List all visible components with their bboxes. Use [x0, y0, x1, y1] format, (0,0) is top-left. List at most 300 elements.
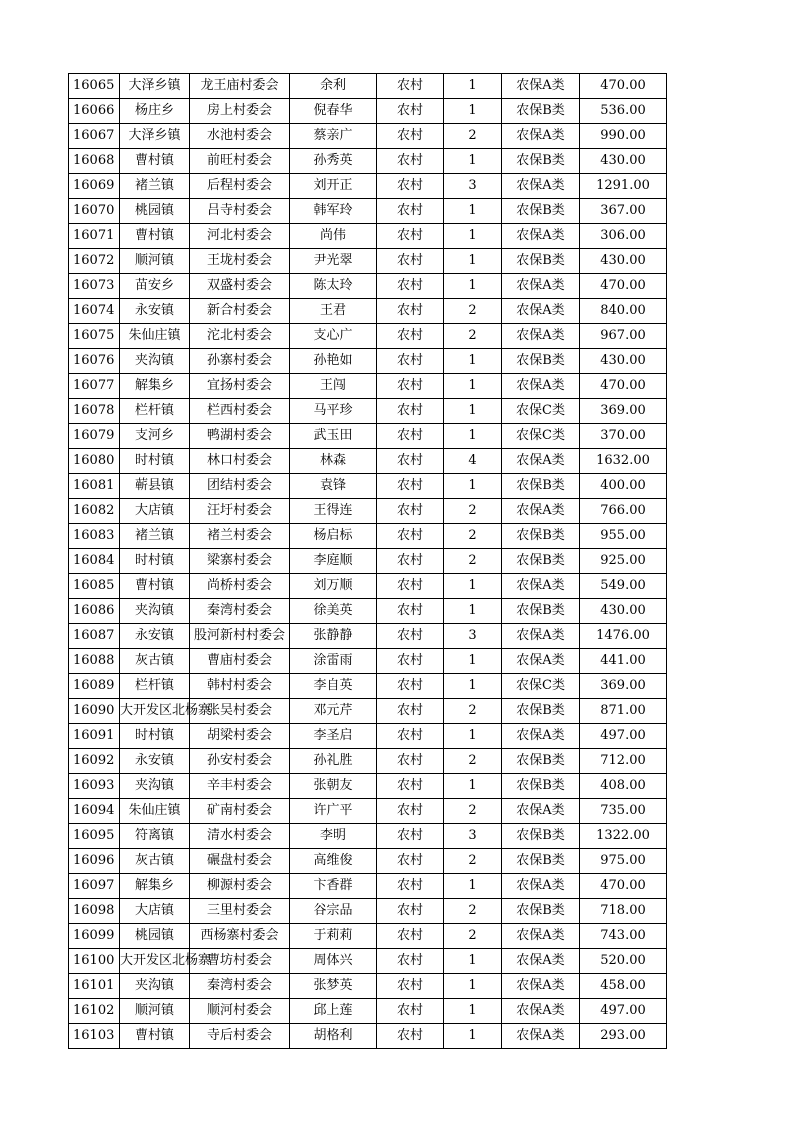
town-cell: 时村镇	[120, 549, 190, 574]
village-committee-cell: 尚桥村委会	[190, 574, 290, 599]
village-committee-cell: 林口村委会	[190, 449, 290, 474]
table-row	[69, 699, 667, 724]
insurance-category-cell: 农保B类	[502, 774, 580, 799]
person-name-cell: 王闯	[290, 374, 377, 399]
record-id-cell: 16074	[69, 299, 120, 324]
person-name-cell: 张静静	[290, 624, 377, 649]
member-count-cell: 1	[444, 774, 502, 799]
amount-cell: 1632.00	[580, 449, 667, 474]
village-committee-cell: 寺后村委会	[190, 1024, 290, 1049]
table-row	[69, 624, 667, 649]
village-committee-cell: 孙寨村委会	[190, 349, 290, 374]
member-count-cell: 4	[444, 449, 502, 474]
insurance-category-cell: 农保A类	[502, 799, 580, 824]
person-name-cell: 李自英	[290, 674, 377, 699]
village-committee-cell: 柳源村委会	[190, 874, 290, 899]
village-committee-cell: 曹庙村委会	[190, 649, 290, 674]
record-id-cell: 16077	[69, 374, 120, 399]
town-cell: 永安镇	[120, 624, 190, 649]
insurance-category-cell: 农保A类	[502, 374, 580, 399]
household-type-cell: 农村	[377, 724, 444, 749]
person-name-cell: 蔡亲广	[290, 124, 377, 149]
amount-cell: 967.00	[580, 324, 667, 349]
insurance-category-cell: 农保B类	[502, 99, 580, 124]
household-type-cell: 农村	[377, 374, 444, 399]
table-row	[69, 424, 667, 449]
table-row	[69, 199, 667, 224]
household-type-cell: 农村	[377, 924, 444, 949]
amount-cell: 718.00	[580, 899, 667, 924]
member-count-cell: 2	[444, 324, 502, 349]
town-cell: 朱仙庄镇	[120, 799, 190, 824]
record-id-cell: 16080	[69, 449, 120, 474]
village-committee-cell: 张吴村委会	[190, 699, 290, 724]
town-cell: 桃园镇	[120, 199, 190, 224]
household-type-cell: 农村	[377, 99, 444, 124]
town-cell: 苗安乡	[120, 274, 190, 299]
person-name-cell: 马平珍	[290, 399, 377, 424]
village-committee-cell: 河北村委会	[190, 224, 290, 249]
insurance-category-cell: 农保A类	[502, 924, 580, 949]
table-row	[69, 749, 667, 774]
town-cell: 曹村镇	[120, 224, 190, 249]
record-id-cell: 16093	[69, 774, 120, 799]
record-id-cell: 16081	[69, 474, 120, 499]
insurance-category-cell: 农保B类	[502, 349, 580, 374]
amount-cell: 520.00	[580, 949, 667, 974]
table-row	[69, 399, 667, 424]
household-type-cell: 农村	[377, 1024, 444, 1049]
person-name-cell: 陈太玲	[290, 274, 377, 299]
table-row	[69, 499, 667, 524]
member-count-cell: 1	[444, 149, 502, 174]
amount-cell: 1476.00	[580, 624, 667, 649]
village-committee-cell: 沱北村委会	[190, 324, 290, 349]
table-row	[69, 274, 667, 299]
record-id-cell: 16079	[69, 424, 120, 449]
amount-cell: 400.00	[580, 474, 667, 499]
town-cell: 夹沟镇	[120, 774, 190, 799]
town-cell: 褚兰镇	[120, 524, 190, 549]
town-cell: 曹村镇	[120, 1024, 190, 1049]
village-committee-cell: 秦湾村委会	[190, 974, 290, 999]
village-committee-cell: 后程村委会	[190, 174, 290, 199]
person-name-cell: 许广平	[290, 799, 377, 824]
member-count-cell: 1	[444, 224, 502, 249]
town-cell: 桃园镇	[120, 924, 190, 949]
table-row	[69, 974, 667, 999]
amount-cell: 975.00	[580, 849, 667, 874]
household-type-cell: 农村	[377, 549, 444, 574]
amount-cell: 1291.00	[580, 174, 667, 199]
town-cell: 曹村镇	[120, 149, 190, 174]
person-name-cell: 高维俊	[290, 849, 377, 874]
insurance-category-cell: 农保B类	[502, 524, 580, 549]
insurance-category-cell: 农保A类	[502, 624, 580, 649]
record-id-cell: 16083	[69, 524, 120, 549]
village-committee-cell: 房上村委会	[190, 99, 290, 124]
town-cell: 夹沟镇	[120, 349, 190, 374]
roster-table	[68, 73, 667, 1049]
person-name-cell: 张梦英	[290, 974, 377, 999]
insurance-category-cell: 农保A类	[502, 499, 580, 524]
member-count-cell: 2	[444, 749, 502, 774]
town-cell: 支河乡	[120, 424, 190, 449]
table-row	[69, 999, 667, 1024]
household-type-cell: 农村	[377, 199, 444, 224]
insurance-category-cell: 农保B类	[502, 549, 580, 574]
household-type-cell: 农村	[377, 774, 444, 799]
insurance-category-cell: 农保A类	[502, 974, 580, 999]
person-name-cell: 韩军玲	[290, 199, 377, 224]
town-cell: 夹沟镇	[120, 974, 190, 999]
household-type-cell: 农村	[377, 524, 444, 549]
person-name-cell: 王得连	[290, 499, 377, 524]
household-type-cell: 农村	[377, 149, 444, 174]
record-id-cell: 16095	[69, 824, 120, 849]
household-type-cell: 农村	[377, 249, 444, 274]
village-committee-cell: 股河新村村委会	[190, 624, 290, 649]
amount-cell: 430.00	[580, 599, 667, 624]
record-id-cell: 16098	[69, 899, 120, 924]
record-id-cell: 16102	[69, 999, 120, 1024]
table-row	[69, 374, 667, 399]
household-type-cell: 农村	[377, 624, 444, 649]
insurance-category-cell: 农保B类	[502, 824, 580, 849]
insurance-category-cell: 农保A类	[502, 574, 580, 599]
member-count-cell: 1	[444, 199, 502, 224]
household-type-cell: 农村	[377, 649, 444, 674]
town-cell: 大店镇	[120, 899, 190, 924]
member-count-cell: 1	[444, 274, 502, 299]
record-id-cell: 16069	[69, 174, 120, 199]
person-name-cell: 支心广	[290, 324, 377, 349]
member-count-cell: 1	[444, 999, 502, 1024]
household-type-cell: 农村	[377, 274, 444, 299]
amount-cell: 1322.00	[580, 824, 667, 849]
town-cell: 褚兰镇	[120, 174, 190, 199]
amount-cell: 441.00	[580, 649, 667, 674]
table-row	[69, 899, 667, 924]
village-committee-cell: 清水村委会	[190, 824, 290, 849]
record-id-cell: 16066	[69, 99, 120, 124]
member-count-cell: 3	[444, 174, 502, 199]
record-id-cell: 16090	[69, 699, 120, 724]
person-name-cell: 张朝友	[290, 774, 377, 799]
insurance-category-cell: 农保A类	[502, 224, 580, 249]
village-committee-cell: 梁寨村委会	[190, 549, 290, 574]
record-id-cell: 16073	[69, 274, 120, 299]
amount-cell: 293.00	[580, 1024, 667, 1049]
table-row	[69, 574, 667, 599]
table-row	[69, 524, 667, 549]
insurance-category-cell: 农保B类	[502, 474, 580, 499]
household-type-cell: 农村	[377, 799, 444, 824]
member-count-cell: 2	[444, 899, 502, 924]
village-committee-cell: 栏西村委会	[190, 399, 290, 424]
insurance-category-cell: 农保B类	[502, 699, 580, 724]
member-count-cell: 1	[444, 649, 502, 674]
table-row	[69, 99, 667, 124]
amount-cell: 955.00	[580, 524, 667, 549]
village-committee-cell: 秦湾村委会	[190, 599, 290, 624]
town-cell: 永安镇	[120, 299, 190, 324]
table-row	[69, 924, 667, 949]
amount-cell: 430.00	[580, 149, 667, 174]
town-cell: 解集乡	[120, 874, 190, 899]
table-row	[69, 849, 667, 874]
amount-cell: 370.00	[580, 424, 667, 449]
record-id-cell: 16092	[69, 749, 120, 774]
amount-cell: 470.00	[580, 374, 667, 399]
town-cell: 朱仙庄镇	[120, 324, 190, 349]
person-name-cell: 尚伟	[290, 224, 377, 249]
amount-cell: 766.00	[580, 499, 667, 524]
village-committee-cell: 辛丰村委会	[190, 774, 290, 799]
person-name-cell: 胡格利	[290, 1024, 377, 1049]
town-cell: 蕲县镇	[120, 474, 190, 499]
household-type-cell: 农村	[377, 749, 444, 774]
roster-body	[69, 74, 667, 1049]
village-committee-cell: 韩村村委会	[190, 674, 290, 699]
person-name-cell: 刘开正	[290, 174, 377, 199]
member-count-cell: 1	[444, 574, 502, 599]
member-count-cell: 1	[444, 674, 502, 699]
insurance-category-cell: 农保A类	[502, 174, 580, 199]
record-id-cell: 16091	[69, 724, 120, 749]
member-count-cell: 1	[444, 474, 502, 499]
table-row	[69, 799, 667, 824]
amount-cell: 369.00	[580, 399, 667, 424]
record-id-cell: 16075	[69, 324, 120, 349]
member-count-cell: 1	[444, 349, 502, 374]
household-type-cell: 农村	[377, 499, 444, 524]
amount-cell: 367.00	[580, 199, 667, 224]
village-committee-cell: 龙王庙村委会	[190, 74, 290, 99]
record-id-cell: 16100	[69, 949, 120, 974]
village-committee-cell: 新合村委会	[190, 299, 290, 324]
table-row	[69, 149, 667, 174]
person-name-cell: 孙秀英	[290, 149, 377, 174]
village-committee-cell: 曹坊村委会	[190, 949, 290, 974]
record-id-cell: 16094	[69, 799, 120, 824]
record-id-cell: 16089	[69, 674, 120, 699]
village-committee-cell: 宜扬村委会	[190, 374, 290, 399]
town-cell: 符离镇	[120, 824, 190, 849]
town-cell: 栏杆镇	[120, 399, 190, 424]
amount-cell: 470.00	[580, 274, 667, 299]
record-id-cell: 16099	[69, 924, 120, 949]
record-id-cell: 16096	[69, 849, 120, 874]
amount-cell: 871.00	[580, 699, 667, 724]
person-name-cell: 倪春华	[290, 99, 377, 124]
insurance-category-cell: 农保B类	[502, 849, 580, 874]
amount-cell: 743.00	[580, 924, 667, 949]
table-row	[69, 349, 667, 374]
person-name-cell: 王君	[290, 299, 377, 324]
amount-cell: 536.00	[580, 99, 667, 124]
table-row	[69, 549, 667, 574]
village-committee-cell: 矿南村委会	[190, 799, 290, 824]
table-row	[69, 949, 667, 974]
record-id-cell: 16084	[69, 549, 120, 574]
insurance-category-cell: 农保C类	[502, 674, 580, 699]
person-name-cell: 徐美英	[290, 599, 377, 624]
village-committee-cell: 王垅村委会	[190, 249, 290, 274]
town-cell: 大店镇	[120, 499, 190, 524]
member-count-cell: 1	[444, 249, 502, 274]
household-type-cell: 农村	[377, 424, 444, 449]
table-row	[69, 449, 667, 474]
member-count-cell: 2	[444, 124, 502, 149]
household-type-cell: 农村	[377, 74, 444, 99]
town-cell: 栏杆镇	[120, 674, 190, 699]
member-count-cell: 1	[444, 874, 502, 899]
household-type-cell: 农村	[377, 224, 444, 249]
member-count-cell: 1	[444, 399, 502, 424]
village-committee-cell: 前旺村委会	[190, 149, 290, 174]
amount-cell: 369.00	[580, 674, 667, 699]
household-type-cell: 农村	[377, 899, 444, 924]
village-committee-cell: 孙安村委会	[190, 749, 290, 774]
village-committee-cell: 水池村委会	[190, 124, 290, 149]
household-type-cell: 农村	[377, 849, 444, 874]
household-type-cell: 农村	[377, 974, 444, 999]
record-id-cell: 16082	[69, 499, 120, 524]
insurance-category-cell: 农保A类	[502, 124, 580, 149]
village-committee-cell: 西杨寨村委会	[190, 924, 290, 949]
town-cell: 杨庄乡	[120, 99, 190, 124]
village-committee-cell: 顺河村委会	[190, 999, 290, 1024]
household-type-cell: 农村	[377, 474, 444, 499]
insurance-category-cell: 农保A类	[502, 324, 580, 349]
record-id-cell: 16071	[69, 224, 120, 249]
town-cell: 灰古镇	[120, 849, 190, 874]
amount-cell: 430.00	[580, 349, 667, 374]
town-cell: 大开发区北杨寨	[120, 949, 190, 974]
person-name-cell: 刘万顺	[290, 574, 377, 599]
person-name-cell: 涂雷雨	[290, 649, 377, 674]
member-count-cell: 3	[444, 624, 502, 649]
record-id-cell: 16078	[69, 399, 120, 424]
person-name-cell: 于莉莉	[290, 924, 377, 949]
record-id-cell: 16085	[69, 574, 120, 599]
table-row	[69, 474, 667, 499]
table-row	[69, 874, 667, 899]
record-id-cell: 16086	[69, 599, 120, 624]
insurance-category-cell: 农保A类	[502, 299, 580, 324]
town-cell: 大泽乡镇	[120, 74, 190, 99]
insurance-category-cell: 农保A类	[502, 949, 580, 974]
insurance-category-cell: 农保A类	[502, 274, 580, 299]
member-count-cell: 1	[444, 1024, 502, 1049]
household-type-cell: 农村	[377, 324, 444, 349]
household-type-cell: 农村	[377, 824, 444, 849]
table-row	[69, 724, 667, 749]
table-row	[69, 674, 667, 699]
household-type-cell: 农村	[377, 999, 444, 1024]
amount-cell: 840.00	[580, 299, 667, 324]
household-type-cell: 农村	[377, 574, 444, 599]
household-type-cell: 农村	[377, 949, 444, 974]
member-count-cell: 2	[444, 849, 502, 874]
person-name-cell: 李圣启	[290, 724, 377, 749]
amount-cell: 458.00	[580, 974, 667, 999]
table-row	[69, 124, 667, 149]
village-committee-cell: 碾盘村委会	[190, 849, 290, 874]
insurance-category-cell: 农保A类	[502, 874, 580, 899]
person-name-cell: 孙艳如	[290, 349, 377, 374]
record-id-cell: 16097	[69, 874, 120, 899]
table-row	[69, 249, 667, 274]
person-name-cell: 林森	[290, 449, 377, 474]
person-name-cell: 谷宗品	[290, 899, 377, 924]
town-cell: 永安镇	[120, 749, 190, 774]
amount-cell: 712.00	[580, 749, 667, 774]
town-cell: 大泽乡镇	[120, 124, 190, 149]
table-row	[69, 224, 667, 249]
village-committee-cell: 团结村委会	[190, 474, 290, 499]
person-name-cell: 李明	[290, 824, 377, 849]
amount-cell: 735.00	[580, 799, 667, 824]
person-name-cell: 周体兴	[290, 949, 377, 974]
record-id-cell: 16087	[69, 624, 120, 649]
town-cell: 顺河镇	[120, 249, 190, 274]
person-name-cell: 卞香群	[290, 874, 377, 899]
record-id-cell: 16076	[69, 349, 120, 374]
member-count-cell: 1	[444, 949, 502, 974]
household-type-cell: 农村	[377, 699, 444, 724]
amount-cell: 925.00	[580, 549, 667, 574]
insurance-category-cell: 农保B类	[502, 199, 580, 224]
insurance-category-cell: 农保A类	[502, 1024, 580, 1049]
town-cell: 夹沟镇	[120, 599, 190, 624]
record-id-cell: 16101	[69, 974, 120, 999]
insurance-category-cell: 农保A类	[502, 449, 580, 474]
amount-cell: 306.00	[580, 224, 667, 249]
insurance-category-cell: 农保B类	[502, 749, 580, 774]
member-count-cell: 1	[444, 424, 502, 449]
household-type-cell: 农村	[377, 874, 444, 899]
member-count-cell: 1	[444, 974, 502, 999]
person-name-cell: 杨启标	[290, 524, 377, 549]
town-cell: 时村镇	[120, 449, 190, 474]
member-count-cell: 2	[444, 524, 502, 549]
amount-cell: 430.00	[580, 249, 667, 274]
household-type-cell: 农村	[377, 449, 444, 474]
table-row	[69, 74, 667, 99]
town-cell: 灰古镇	[120, 649, 190, 674]
record-id-cell: 16072	[69, 249, 120, 274]
amount-cell: 990.00	[580, 124, 667, 149]
insurance-category-cell: 农保A类	[502, 649, 580, 674]
village-committee-cell: 汪圩村委会	[190, 499, 290, 524]
record-id-cell: 16070	[69, 199, 120, 224]
amount-cell: 470.00	[580, 74, 667, 99]
member-count-cell: 2	[444, 924, 502, 949]
household-type-cell: 农村	[377, 399, 444, 424]
member-count-cell: 1	[444, 374, 502, 399]
member-count-cell: 2	[444, 299, 502, 324]
person-name-cell: 尹光翠	[290, 249, 377, 274]
record-id-cell: 16103	[69, 1024, 120, 1049]
record-id-cell: 16068	[69, 149, 120, 174]
member-count-cell: 3	[444, 824, 502, 849]
member-count-cell: 1	[444, 724, 502, 749]
household-type-cell: 农村	[377, 124, 444, 149]
insurance-category-cell: 农保B类	[502, 899, 580, 924]
amount-cell: 497.00	[580, 724, 667, 749]
